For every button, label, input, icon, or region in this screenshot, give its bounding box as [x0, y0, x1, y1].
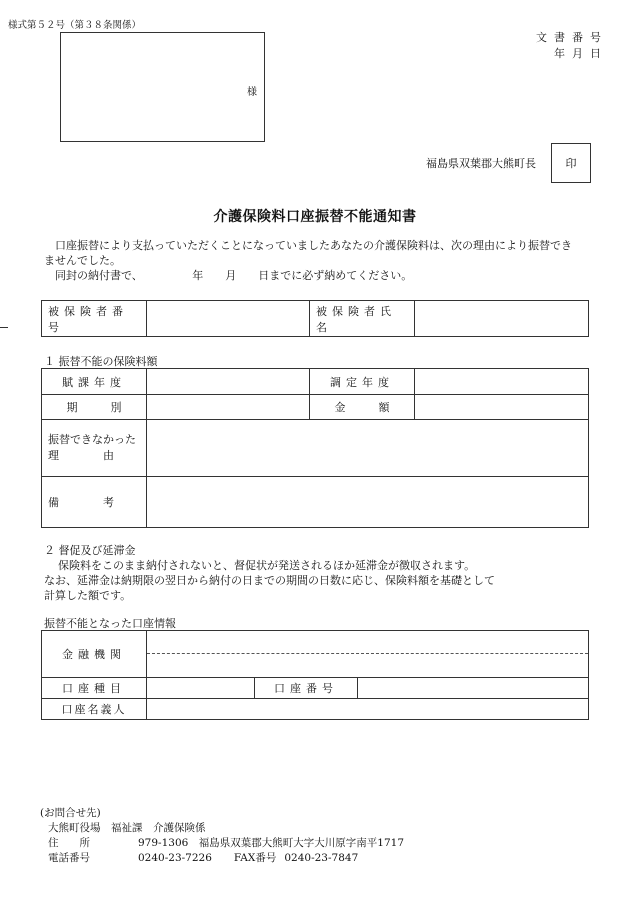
- account-number-field[interactable]: [358, 678, 589, 699]
- recipient-honorific: 様: [247, 87, 257, 98]
- intro-line-2: ませんでした。: [44, 254, 121, 267]
- intro-line-1: 口座振替により支払っていただくことになっていましたあなたの介護保険料は、次の理由により振替でき: [55, 239, 572, 252]
- premium-table: [41, 368, 589, 528]
- contact-block: [40, 806, 404, 866]
- phone-value: 0240-23-7226: [138, 852, 212, 864]
- account-heading: 振替不能となった口座情報: [44, 617, 176, 630]
- section2-heading: ２ 督促及び延滞金: [44, 544, 136, 557]
- section2-line-3: 計算した額です。: [44, 589, 132, 602]
- document-number-block: [536, 30, 608, 62]
- section2-line-2: なお、延滞金は納期限の翌日から納付の日までの期間の日数に応じ、保険料額を基礎として: [44, 574, 495, 587]
- seal-label: 印: [565, 157, 577, 170]
- insured-name-field[interactable]: [415, 301, 589, 337]
- contact-address-row: [40, 836, 404, 851]
- contact-heading: (お問合せ先): [40, 807, 101, 819]
- phone-label: 電話番号: [48, 852, 90, 864]
- reason-field[interactable]: [147, 420, 589, 477]
- section1-heading: １ 振替不能の保険料額: [44, 355, 158, 368]
- account-holder-field[interactable]: [147, 699, 589, 720]
- fax-label: FAX番号: [233, 852, 277, 864]
- insured-number-field[interactable]: [147, 301, 310, 337]
- address-label: 住 所: [48, 837, 90, 849]
- bank-field[interactable]: [147, 631, 589, 678]
- contact-phone-row: [40, 851, 404, 866]
- account-holder-label: 口座名義人: [42, 699, 147, 720]
- account-type-label: 口座種目: [42, 678, 147, 699]
- fold-mark: [0, 327, 8, 328]
- amount-field[interactable]: [415, 395, 589, 420]
- contact-office: 大熊町役場 福祉課 介護保険係: [48, 822, 206, 834]
- issue-date-label: 年月日: [554, 47, 608, 60]
- document-number-label: 文書番号: [536, 31, 608, 44]
- period-label: 期 別: [42, 395, 147, 420]
- period-field[interactable]: [147, 395, 310, 420]
- fax-value: 0240-23-7847: [284, 852, 359, 864]
- insured-number-label: 被保険者番号: [42, 301, 147, 337]
- account-number-label: 口座番号: [255, 678, 358, 699]
- insured-table: [41, 300, 589, 337]
- page-title: 介護保険料口座振替不能通知書: [213, 209, 417, 225]
- bank-label: 金融機関: [42, 631, 147, 678]
- remarks-label: 備 考: [42, 477, 147, 528]
- section2-line-1: 保険料をこのまま納付されないと、督促状が発送されるほか延滞金が徴収されます。: [58, 559, 476, 572]
- address-value: 979-1306 福島県双葉郡大熊町大字大川原字南平1717: [138, 837, 405, 849]
- remarks-field[interactable]: [147, 477, 589, 528]
- intro-text: [44, 238, 614, 283]
- account-table: [41, 630, 589, 720]
- fiscal-year-label: 賦課年度: [42, 369, 147, 395]
- intro-line-3: 同封の納付書で、 年 月 日までに必ず納めてください。: [55, 269, 413, 282]
- assess-year-label: 調定年度: [310, 369, 415, 395]
- recipient-address-box: [60, 32, 265, 142]
- reason-label-line-1: 振替できなかった: [48, 433, 136, 446]
- issuer-name: 福島県双葉郡大熊町長: [426, 157, 536, 170]
- seal-box: [551, 143, 591, 183]
- fiscal-year-field[interactable]: [147, 369, 310, 395]
- section2: [44, 543, 495, 603]
- insured-name-label: 被保険者氏名: [310, 301, 415, 337]
- account-type-field[interactable]: [147, 678, 255, 699]
- reason-label-line-2: 理 由: [48, 449, 114, 462]
- form-number: 様式第５２号（第３８条関係）: [8, 20, 142, 31]
- amount-label: 金 額: [310, 395, 415, 420]
- reason-label: [42, 420, 147, 477]
- assess-year-field[interactable]: [415, 369, 589, 395]
